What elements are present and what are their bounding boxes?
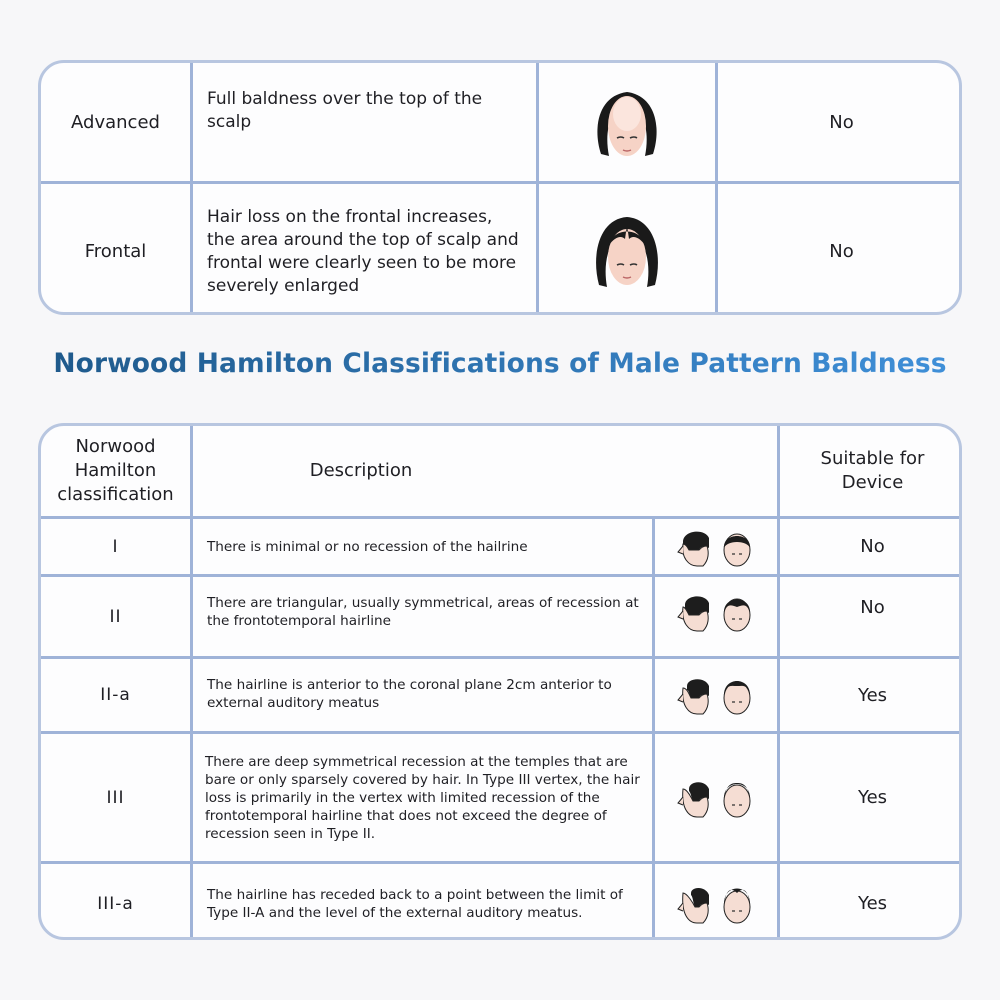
side-head-icon [675,775,715,821]
table-cell-type [41,63,190,181]
female-pattern-table [38,60,962,315]
description-text: There is minimal or no recession of the hailrine [207,538,528,555]
table-cell-description [193,63,536,181]
table-cell-description [193,864,652,940]
description-text: Full baldness over the top of the scalp [207,89,483,132]
section-title [0,348,1000,392]
table-cell-image [655,577,777,656]
table-cell-suitable [718,63,962,181]
table-cell-image [539,184,715,315]
table-cell-class [41,734,190,861]
top-head-icon [717,881,757,927]
table-cell-suitable [780,864,962,940]
table-cell-suitable [718,184,962,315]
class-label: I [112,536,119,557]
table-cell-image [655,659,777,731]
table-cell-class [41,864,190,940]
table-cell-image [655,519,777,574]
section-title-text: Norwood Hamilton Classifications of Male Pattern Baldness [53,348,947,379]
table-cell-description [193,577,652,656]
header-description-label: Description [309,460,413,481]
type-label: Advanced [71,111,160,133]
top-head-icon [717,672,757,718]
class-label: II [109,606,122,627]
class-label: III-a [97,893,134,914]
suitable-value: Yes [857,684,888,706]
header-classification-label: Norwood Hamilton classification [57,436,174,505]
side-head-icon [675,672,715,718]
table-cell-class [41,519,190,574]
table-cell-description [193,519,652,574]
type-label: Frontal [84,240,147,262]
side-head-icon [675,524,715,570]
suitable-value: No [829,111,854,133]
male-norwood-3a-icon [675,881,757,927]
header-classification [41,426,190,516]
suitable-value: Yes [857,893,888,914]
top-head-icon [717,775,757,821]
table-cell-description [193,184,536,315]
description-text: There are triangular, usually symmetrical, areas of recession at the frontotemporal hairline [207,595,639,629]
table-cell-class [41,659,190,731]
male-norwood-3-icon [675,775,757,821]
side-head-icon [675,589,715,635]
male-norwood-1-icon [675,524,757,570]
table-cell-class [41,577,190,656]
top-head-icon [717,589,757,635]
top-head-icon [717,524,757,570]
class-label: III [106,787,125,808]
suitable-value: No [829,240,854,262]
table-cell-suitable [780,519,962,574]
male-norwood-2a-icon [675,672,757,718]
suitable-value: No [860,536,885,557]
female-frontal-baldness-icon [587,209,667,293]
table-cell-image [655,864,777,940]
table-cell-description [193,659,652,731]
suitable-value: Yes [857,787,888,808]
side-head-icon [675,881,715,927]
table-cell-image [655,734,777,861]
suitable-value: No [860,597,885,618]
female-advanced-baldness-icon [587,80,667,164]
description-text: Hair loss on the frontal increases, the area around the top of scalp and frontal were clearly seen to be more severely enlarged [207,207,519,296]
description-text: There are deep symmetrical recession at the temples that are bare or only sparsely covered by hair. In Type III vertex, the hair loss is primarily in the vertex with limited recession of the frontotemporal hairline that does not exceed the degree of recession seen in Type II. [205,753,640,842]
male-norwood-2-icon [675,589,757,635]
description-text: The hairline is anterior to the coronal plane 2cm anterior to external auditory meatus [207,677,612,711]
header-suitable-label: Suitable for Device [820,448,925,493]
table-cell-suitable [780,577,962,656]
norwood-hamilton-table [38,423,962,940]
table-cell-image [539,63,715,181]
table-cell-suitable [780,659,962,731]
header-description [193,426,529,516]
description-text: The hairline has receded back to a point between the limit of Type II-A and the level of the external auditory meatus. [207,886,623,921]
table-cell-description [191,734,652,861]
class-label: II-a [100,685,131,705]
header-suitable [780,426,962,516]
table-cell-type [41,184,190,315]
table-cell-suitable [780,734,962,861]
